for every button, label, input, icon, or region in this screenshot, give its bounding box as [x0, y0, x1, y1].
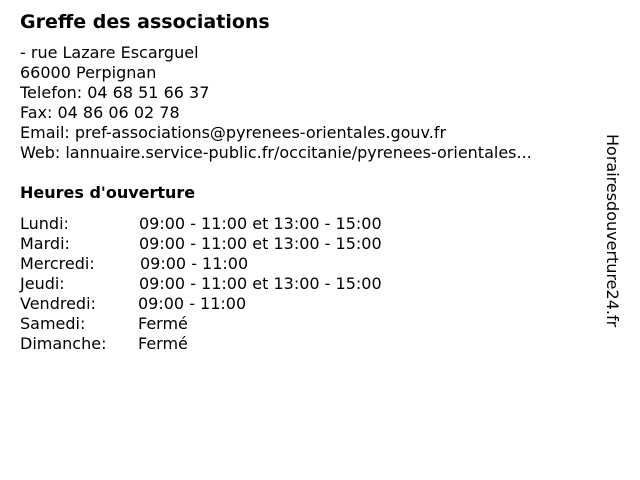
day-label: Jeudi: — [20, 274, 65, 293]
day-label: Mardi: — [20, 234, 70, 253]
fax-number: Fax: 04 86 06 02 78 — [20, 103, 180, 122]
email-address: Email: pref-associations@pyrenees-orientales.gouv.fr — [20, 123, 447, 142]
watermark-container — [602, 134, 632, 374]
time-value: 09:00 - 11:00 — [138, 294, 247, 313]
day-label: Samedi: — [20, 314, 86, 333]
time-value: 09:00 - 11:00 — [140, 254, 249, 273]
address-city: 66000 Perpignan — [20, 63, 157, 82]
time-value: 09:00 - 11:00 et 13:00 - 15:00 — [139, 214, 382, 233]
contact-block — [20, 43, 532, 163]
day-label: Dimanche: — [20, 334, 107, 353]
site-watermark: Horairesdouverture24.fr — [603, 134, 622, 328]
website-url: Web: lannuaire.service-public.fr/occitanie/pyrenees-orientales... — [20, 143, 532, 162]
day-label: Mercredi: — [20, 254, 95, 273]
address-street: - rue Lazare Escarguel — [20, 43, 199, 62]
page-title: Greffe des associations — [20, 11, 270, 33]
phone-number: Telefon: 04 68 51 66 37 — [20, 83, 210, 102]
time-value: Fermé — [138, 314, 188, 333]
time-value: 09:00 - 11:00 et 13:00 - 15:00 — [139, 274, 382, 293]
time-value: Fermé — [138, 334, 188, 353]
day-label: Lundi: — [20, 214, 69, 233]
time-value: 09:00 - 11:00 et 13:00 - 15:00 — [139, 234, 382, 253]
day-label: Vendredi: — [20, 294, 96, 313]
hours-heading: Heures d'ouverture — [20, 183, 196, 202]
